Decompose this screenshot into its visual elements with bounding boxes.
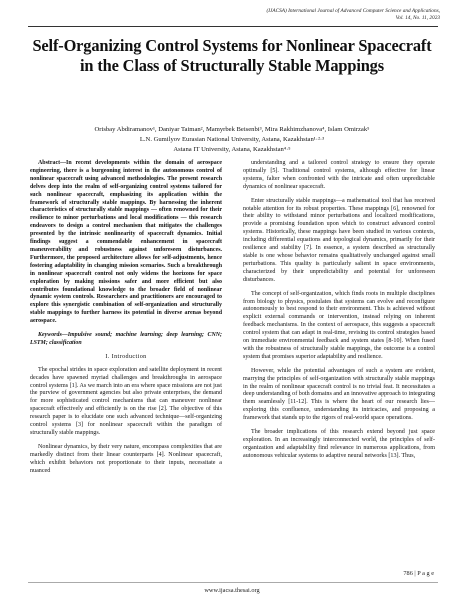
- footer-url: www.ijacsa.thesai.org: [204, 587, 260, 594]
- keywords: Keywords—Impulsive sound; machine learning; deep learning; CNN; LSTM; classification: [30, 332, 222, 346]
- journal-name: (IJACSA) International Journal of Advanced Computer Science and Applications,: [266, 8, 440, 14]
- footer-divider: [28, 582, 438, 583]
- paragraph: Enter structurally stable mappings—a mathematical tool that has received notable attention for its robust properties. These mappings [6], renowned for their ability to withstand minor perturbations and localized modifications, provide a promising foundation upon which to construct advanced control systems. Historically, these mappings have been studied in various contexts, including differential equations and topological dynamics, primarily for their resilience and stability [7]. In essence, a system described as structurally stable is one whose behavior remains qualitatively unchanged against small perturbations. This quality is particularly salient in space environments, characterized by their unpredictability and potential for unforeseen disturbances.: [243, 197, 435, 283]
- paragraph: The epochal strides in space exploration and satellite deployment in recent decades have spawned myriad challenges and breakthroughs in aerospace control systems [1]. As we march into an era where space missions are not just the purview of government agencies but also private enterprises, the demand for more sophisticated control mechanisms that can maneuver nonlinear spacecraft effectively and efficiently is on the rise [2]. The objective of this research paper is to elucidate one such advanced technique—self-organizing control systems [3] for nonlinear spacecraft within the paradigm of structurally stable mappings.: [30, 366, 222, 436]
- section-heading: I. Introduction: [105, 353, 147, 360]
- left-column: [30, 160, 222, 482]
- affiliation-1: L.N. Gumilyov Eurasian National University, Astana, Kazakhstan¹·²·³: [139, 136, 325, 143]
- affiliation-2: Astana IT University, Astana, Kazakhstan⁴·⁵: [173, 146, 291, 153]
- paragraph: The broader implications of this research extend beyond just space exploration. In an increasingly interconnected world, the principles of self-organization and adaptability find relevance in numerous applications, from autonomous vehicular systems to adaptive neural networks [13]. Thus,: [243, 429, 435, 459]
- abstract: Abstract—In recent developments within the domain of aerospace engineering, there is a burgeoning interest in the autonomous control of nonlinear spacecraft using advanced methodologies. The present research delves deep into the realm of self-organizing control systems tailored for such nonlinear spacecraft, emphasizing its application within the framework of structurally stable mappings. By harnessing the inherent characteristics of structurally stable mappings — often renowned for their resilience to minor perturbations and local modifications — this research endeavors to design a control mechanism that mitigates the challenges presented by the intrinsic nonlinearity of spacecraft dynamics. Initial findings suggest a commendable enhancement in spacecraft maneuverability and robustness against unforeseen disturbances. Furthermore, the proposed architecture allows for self-adjustments, hence fostering adaptability in changing mission scenarios. Such a breakthrough in nonlinear spacecraft control not only widens the horizons for space exploration by making missions safer and more efficient but also contributes foundational knowledge to the broader field of nonlinear dynamic system controls. Researchers and practitioners are encouraged to explore this synergistic combination of self-organization and structurally stable mappings to further harness its potential in diverse arenas beyond aerospace.: [30, 160, 222, 325]
- page-number: 786 | P a g e: [403, 570, 434, 577]
- paragraph: understanding and a tailored control strategy to ensure they operate optimally [5]. Traditional control systems, although effective for linear systems, falter when confronted with the intricate and often unpredictable dynamics of nonlinear spacecraft.: [243, 160, 435, 190]
- right-column: [243, 160, 435, 467]
- paper-title: Self-Organizing Control Systems for Nonlinear Spacecraft in the Class of Structurally Stable Mappings: [32, 36, 432, 75]
- author-list: Orisbay Abdiramanov¹, Daniyar Taiman², Mamyrbek Beisenbi³, Mira Rakhimzhanova⁴, Islam Omirzak⁵: [94, 126, 370, 133]
- journal-volume: Vol. 14, No. 11, 2023: [395, 15, 440, 21]
- header-divider: [28, 26, 438, 27]
- paragraph: Nonlinear dynamics, by their very nature, encompass complexities that are markedly distinct from their linear counterparts [4]. Nonlinear spacecraft, which exhibit behaviors not proportionate to their inputs, necessitate a nuanced: [30, 443, 222, 474]
- paragraph: The concept of self-organization, which finds roots in multiple disciplines from biology to physics, postulates that systems can evolve and reconfigure autonomously to best respond to their environment. This is achieved without explicit external commands or intervention, instead relying on inherent feedback mechanisms. In the context of aerospace, this suggests a spacecraft control system that can adapt in real-time, revising its control strategies based on immediate environmental feedback and system states [8-10]. When fused with the robustness of structurally stable mappings, the outcome is a control system that promises superior adaptability and resilience.: [243, 290, 435, 360]
- paragraph: However, while the potential advantages of such a system are evident, marrying the principles of self-organization with structurally stable mappings in the realm of nonlinear spacecraft control is no trivial feat. It necessitates a deep understanding of both domains and an innovative approach to integrating them seamlessly [11-12]. This is where the heart of our research lies—exploring this confluence, understanding its intricacies, and proposing a framework that stands up to the rigors of real-world space operations.: [243, 367, 435, 422]
- journal-header: [140, 8, 440, 22]
